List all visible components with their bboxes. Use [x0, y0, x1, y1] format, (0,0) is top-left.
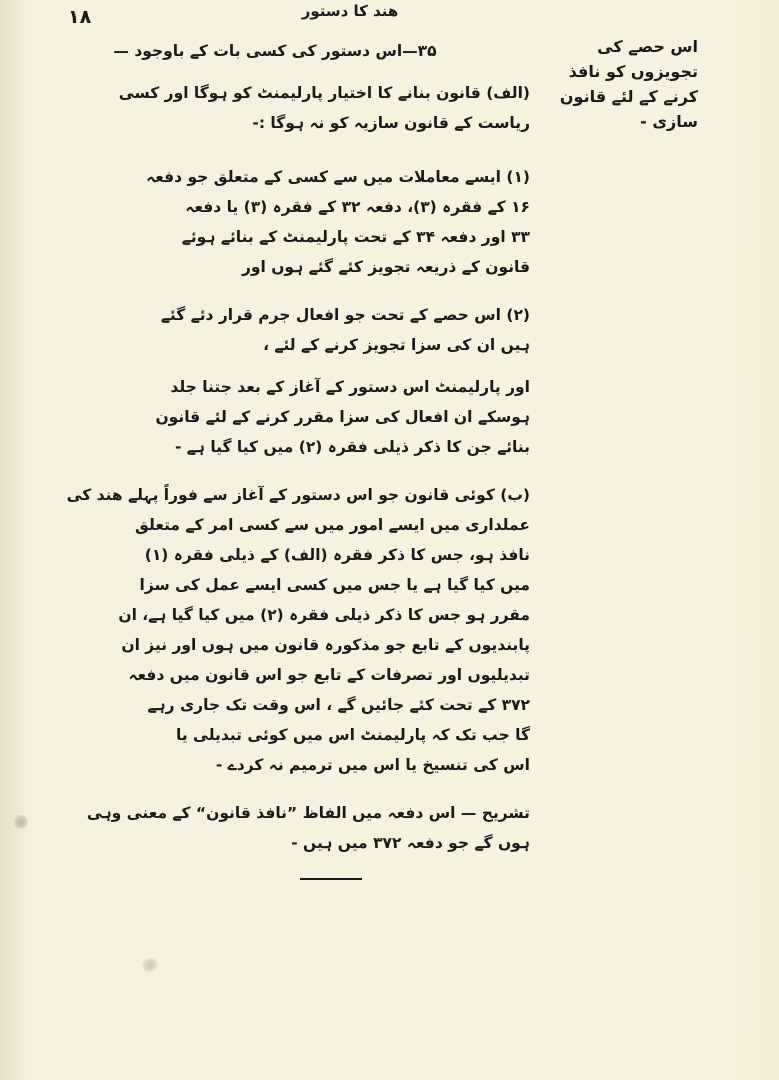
text-line: ۳۷۲ کے تحت کئے جائیں گے ، اس وقت تک جاری رہے: [147, 696, 530, 714]
text-line: ریاست کے قانون سازیہ کو نہ ہوگا :-: [252, 114, 530, 132]
text-line: اس کی تنسیخ یا اس میں ترمیم نہ کردے -: [215, 756, 530, 774]
page-binding-edge: [0, 0, 22, 1080]
text-line: ہیں ان کی سزا تجویز کرنے کے لئے ،: [263, 336, 530, 354]
marginal-note-line: سازی -: [640, 112, 698, 131]
marginal-note-line: اس حصے کی: [597, 37, 698, 56]
article-body: [60, 36, 530, 858]
text-line: مقرر ہو جس کا ذکر ذیلی فقرہ (۲) میں کیا گیا ہے، ان: [118, 606, 530, 624]
text-line: میں کیا گیا ہے یا جس میں کسی ایسے عمل کی سزا: [139, 576, 530, 594]
text-line: ہوں گے جو دفعہ ۳۷۲ میں ہیں -: [291, 834, 530, 852]
text-line: تبدیلیوں اور تصرفات کے تابع جو اس قانون میں دفعہ: [128, 666, 530, 684]
explanation: [60, 798, 530, 858]
article-heading: ۳۵—اس دستور کی کسی بات کے باوجود —: [113, 42, 437, 60]
clause-be: [60, 480, 530, 780]
text-line: ۳۳ اور دفعہ ۳۴ کے تحت پارلیمنٹ کے بنائے ہوئے: [181, 228, 530, 246]
text-line: بنائے جن کا ذکر ذیلی فقرہ (۲) میں کیا گیا ہے -: [174, 438, 530, 456]
paper-stain: [14, 815, 28, 829]
text-line: پابندیوں کے تابع جو مذکورہ قانون میں ہوں اور نیز ان: [121, 636, 530, 654]
page-number: ۱۸: [68, 6, 92, 28]
text-line: ہوسکے ان افعال کی سزا مقرر کرنے کے لئے قانون: [155, 408, 530, 426]
text-line: گا جب تک کہ پارلیمنٹ اس میں کوئی تبدیلی یا: [176, 726, 530, 744]
text-line: (۲) اس حصے کے تحت جو افعال جرم قرار دئے گئے: [160, 306, 530, 324]
text-line: ۱۶ کے فقرہ (۳)، دفعہ ۳۲ کے فقرہ (۳) یا دفعہ: [185, 198, 530, 216]
text-line: (۱) ایسے معاملات میں سے کسی کے متعلق جو دفعہ: [146, 168, 530, 186]
sub-item-2-continuation: [60, 372, 530, 462]
clause-alif: [60, 78, 530, 138]
text-line: قانون کے ذریعہ تجویز کئے گئے ہوں اور: [241, 258, 530, 276]
marginal-note: [548, 34, 698, 134]
paper-stain: [142, 958, 158, 972]
text-line: (ب) کوئی قانون جو اس دستور کے آغاز سے فوراً پہلے ھند کی: [66, 486, 530, 504]
text-line: اور پارلیمنٹ اس دستور کے آغاز کے بعد جتنا جلد: [170, 378, 530, 396]
marginal-note-line: کرنے کے لئے قانون: [559, 87, 698, 106]
text-line: عملداری میں ایسے امور میں سے کسی امر کے متعلق: [135, 516, 530, 534]
marginal-note-line: تجویزوں کو نافذ: [568, 62, 698, 81]
text-line: تشریح — اس دفعہ میں الفاظ ”نافذ قانون“ کے معنی وہی: [86, 804, 530, 822]
section-end-rule: [300, 878, 362, 880]
sub-item-1: [60, 162, 530, 282]
text-line: (الف) قانون بنانے کا اختیار پارلیمنٹ کو ہوگا اور کسی: [118, 84, 530, 102]
sub-item-2: [60, 300, 530, 360]
running-title: ھند کا دستور: [301, 2, 399, 20]
text-line: نافذ ہو، جس کا ذکر فقرہ (الف) کے ذیلی فقرہ (۱): [144, 546, 530, 564]
